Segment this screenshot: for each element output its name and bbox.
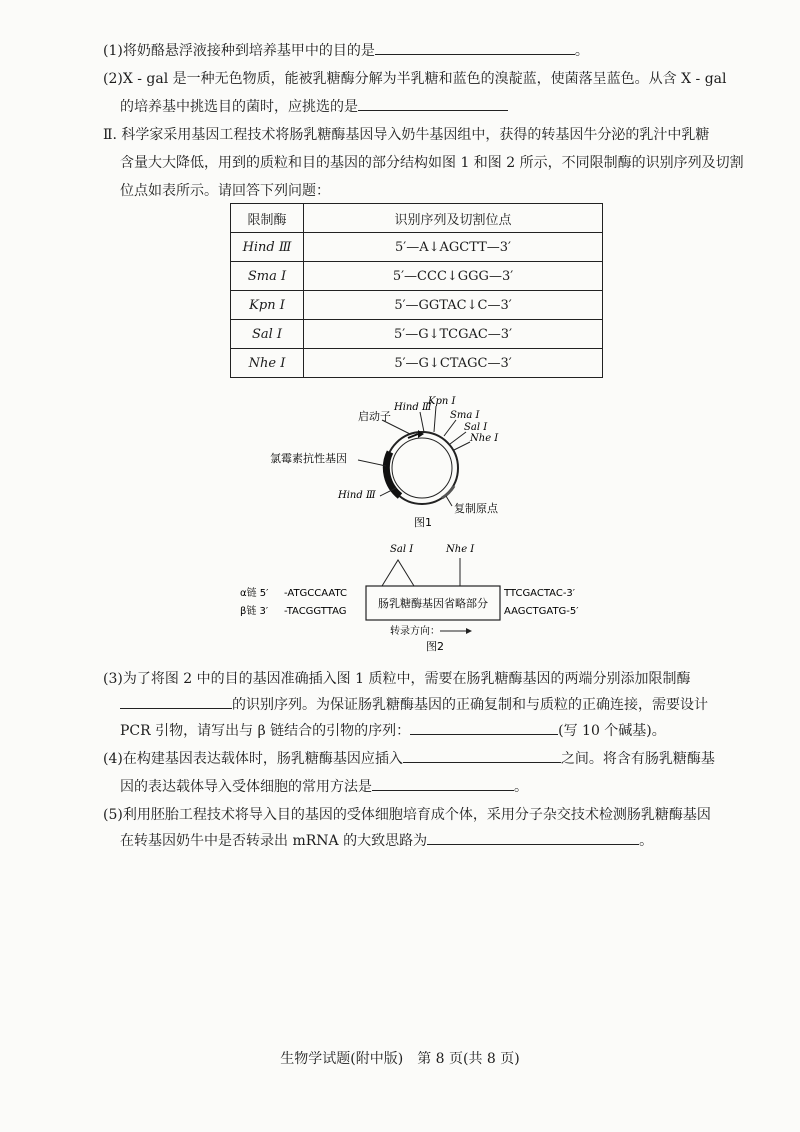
nhe-label: Nhe Ⅰ [470,433,499,444]
cut-site: 5′—G↓CTAGC—3′ [304,349,603,378]
promoter-label: 启动子 [358,410,391,423]
table-header-row [231,204,603,233]
answer-blank-5[interactable] [427,832,639,845]
question-5-line-1: (5)利用胚胎工程技术将导入目的基因的受体细胞培育成个体，采用分子杂交技术检测肠乳糖酶基因 [103,807,711,823]
kpn-label: Kpn Ⅰ [428,396,456,407]
cut-site: 5′—GGTAC↓C—3′ [304,291,603,320]
question-4-line-1: (4)在构建基因表达载体时，肠乳糖酶基因应插入 之间。将含有肠乳糖酶基 [103,751,715,767]
part-ii-line-2: 含量大大降低，用到的质粒和目的基因的部分结构如图 1 和图 2 所示，不同限制酶的识别序列及切割 [120,155,744,171]
hind-top-label: Hind Ⅲ [394,402,432,413]
answer-blank-2[interactable] [358,98,508,111]
enzyme-name: Sma Ⅰ [231,262,304,291]
gene-box-label: 肠乳糖酶基因省略部分 [378,597,488,610]
question-3-line-3: PCR 引物，请写出与 β 链结合的引物的序列： (写 10 个碱基)。 [120,723,666,739]
question-3-line-1: (3)为了将图 2 中的目的基因准确插入图 1 质粒中，需要在肠乳糖酶基因的两端分别添加限制酶 [103,671,691,687]
question-4-line-2: 因的表达载体导入受体细胞的常用方法是 。 [120,779,528,795]
alpha-strand-label: α链 5′ [240,588,269,599]
figure-1-plasmid [270,390,530,530]
answer-blank-4b[interactable] [372,778,514,791]
beta-strand-label: β链 3′ [240,606,269,617]
cut-site: 5′—G↓TCGAC—3′ [304,320,603,349]
question-3-line-2: 的识别序列。为保证肠乳糖酶基因的正确复制和与质粒的正确连接，需要设计 [120,694,708,714]
alpha-right-seq: TTCGACTAC-3′ [504,588,576,599]
origin-label: 复制原点 [454,502,498,515]
fig2-nhe-label: Nhe Ⅰ [446,544,475,555]
cut-site: 5′—CCC↓GGG—3′ [304,262,603,291]
enzyme-name: Sal Ⅰ [231,320,304,349]
header-site: 识别序列及切割位点 [304,204,603,233]
table-row [231,291,603,320]
table-row [231,349,603,378]
figure-1-caption: 图1 [414,516,432,529]
answer-blank-4a[interactable] [403,750,561,763]
enzyme-name: Kpn Ⅰ [231,291,304,320]
question-1-text: (1)将奶酪悬浮液接种到培养基甲中的目的是 [103,43,375,59]
beta-right-seq: AAGCTGATG-5′ [504,606,579,617]
answer-blank-1[interactable] [375,42,575,55]
beta-left-seq: -TACGGTTAG [284,606,347,617]
origin-segment [442,486,454,498]
alpha-left-seq: -ATGCCAATC [284,588,347,599]
question-2-line-1: (2)X - gal 是一种无色物质，能被乳糖酶分解为半乳糖和蓝色的溴靛蓝，使菌落呈蓝色。从含 X - gal [103,71,727,87]
cut-site: 5′—A↓AGCTT—3′ [304,233,603,262]
enzyme-name: Hind Ⅲ [231,233,304,262]
sal-label: Sal Ⅰ [464,422,488,433]
sma-label: Sma Ⅰ [450,410,480,421]
transcription-direction-label: 转录方向： [390,626,440,637]
enzyme-name: Nhe Ⅰ [231,349,304,378]
table-row [231,320,603,349]
answer-blank-3a[interactable] [120,696,232,709]
question-2-line-2: 的培养基中挑选目的菌时，应挑选的是 [120,96,508,116]
question-5-line-2: 在转基因奶牛中是否转录出 mRNA 的大致思路为 。 [120,833,654,849]
hind-bottom-label: Hind Ⅲ [338,490,376,501]
resistance-gene-label: 氯霉素抗性基因 [270,452,347,465]
part-ii-line-1: Ⅱ. 科学家采用基因工程技术将肠乳糖酶基因导入奶牛基因组中，获得的转基因牛分泌的乳汁中乳糖 [103,127,710,143]
figure-2-gene [240,538,600,654]
plasmid-ring-inner [392,438,452,498]
part-ii-line-3: 位点如表所示。请回答下列问题： [120,183,330,199]
sal-site-marker [382,560,414,586]
enzyme-table [230,203,603,378]
answer-blank-3b[interactable] [410,722,558,735]
header-enzyme: 限制酶 [231,204,304,233]
table-row [231,262,603,291]
figure-2-caption: 图2 [426,640,444,653]
transcription-arrowhead [466,628,472,634]
page-footer: 生物学试题(附中版) 第 8 页(共 8 页) [280,1051,520,1067]
question-1: (1)将奶酪悬浮液接种到培养基甲中的目的是 。 [103,43,589,59]
table-row [231,233,603,262]
fig2-sal-label: Sal Ⅰ [390,544,414,555]
